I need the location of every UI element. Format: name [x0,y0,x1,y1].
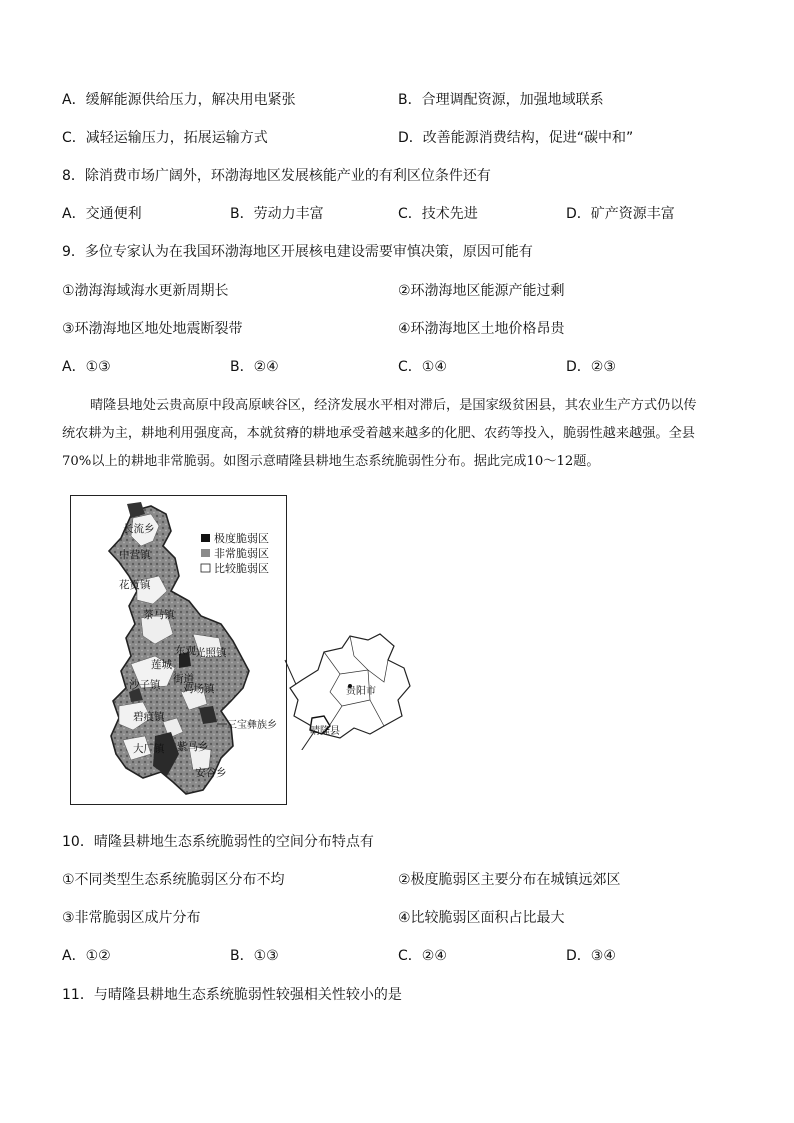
passage [62,392,737,476]
town-label: 中营镇 [119,549,151,561]
town-label: 茶马镇 [143,609,175,621]
passage-line-2: 统农耕为主，耕地利用强度高，本就贫瘠的耕地承受着越来越多的化肥、农药等投入，脆弱性越来越强。全县 [62,426,695,441]
q9-option-d: D．②③ [566,359,616,375]
q10-statement-3: ③非常脆弱区成片分布 [62,910,201,926]
legend-swatch-very [201,549,210,557]
q9-statement-3: ③环渤海地区地处地震断裂带 [62,321,243,337]
q7-option-a: A．缓解能源供给压力，解决用电紧张 [62,92,296,108]
town-label: 安谷乡 [195,767,227,779]
map-legend [201,531,269,575]
county-map-svg [71,496,286,804]
q10-stem: 10．晴隆县耕地生态系统脆弱性的空间分布特点有 [62,834,374,850]
town-label: 大厂镇 [133,743,165,755]
q8-option-a: A．交通便利 [62,206,142,222]
q7-option-c: C．减轻运输压力，拓展运输方式 [62,130,268,146]
q9-option-b: B．②④ [230,359,279,375]
town-label: 长流乡 [123,523,155,535]
q9-option-c: C．①④ [398,359,447,375]
vulnerability-map [70,495,287,805]
town-label: 花贡镇 [119,579,151,591]
q8-option-b: B．劳动力丰富 [230,206,324,222]
town-label: 东观 [175,645,196,657]
q10-option-a: A．①② [62,948,111,964]
town-label: 沙子镇 [129,679,161,691]
legend-label-extreme: 极度脆弱区 [214,532,269,545]
q8-stem: 8．除消费市场广阔外，环渤海地区发展核能产业的有利区位条件还有 [62,168,491,184]
q9-statement-1: ①渤海海域海水更新周期长 [62,283,229,299]
q9-statement-4: ④环渤海地区土地价格昂贵 [398,321,565,337]
q9-stem: 9．多位专家认为在我国环渤海地区开展核电建设需要审慎决策，原因可能有 [62,244,533,260]
q10-statement-2: ②极度脆弱区主要分布在城镇远郊区 [398,872,621,888]
town-label: 莲城 [151,659,172,671]
town-label: 三宝彝族乡 [227,720,277,731]
q8-option-d: D．矿产资源丰富 [566,206,675,222]
q7-option-b: B．合理调配资源，加强地域联系 [398,92,604,108]
q10-statement-4: ④比较脆弱区面积占比最大 [398,910,565,926]
town-label: 鸡场镇 [183,683,215,695]
legend-label-very: 非常脆弱区 [214,547,269,560]
passage-line-3: 70%以上的耕地非常脆弱。如图示意晴隆县耕地生态系统脆弱性分布。据此完成10～12题。 [62,454,600,469]
guiyang-label: 贵阳市 [346,686,376,697]
legend-swatch-extreme [201,534,210,542]
q9-option-a: A．①③ [62,359,111,375]
q11-stem: 11．与晴隆县耕地生态系统脆弱性较强相关性较小的是 [62,987,402,1003]
q10-option-d: D．③④ [566,948,616,964]
q7-option-d: D．改善能源消费结构，促进“碳中和” [398,130,634,146]
inset-province-map [284,630,414,750]
town-label: 街道 [173,673,194,685]
legend-label-relative: 比较脆弱区 [214,562,269,575]
q10-option-c: C．②④ [398,948,447,964]
q10-option-b: B．①③ [230,948,279,964]
q10-statement-1: ①不同类型生态系统脆弱区分布不均 [62,872,285,888]
q9-statement-2: ②环渤海地区能源产能过剩 [398,283,565,299]
town-label: 光照镇 [195,647,227,659]
town-label: 紫马乡 [177,741,209,753]
passage-line-1: 晴隆县地处云贵高原中段高原峡谷区，经济发展水平相对滞后，是国家级贫困县，其农业生产方式仍以传 [90,398,697,413]
legend-swatch-relative [201,564,210,572]
town-label: 碧痕镇 [133,711,165,723]
qinglong-label: 晴隆县 [310,726,340,737]
q8-option-c: C．技术先进 [398,206,478,222]
